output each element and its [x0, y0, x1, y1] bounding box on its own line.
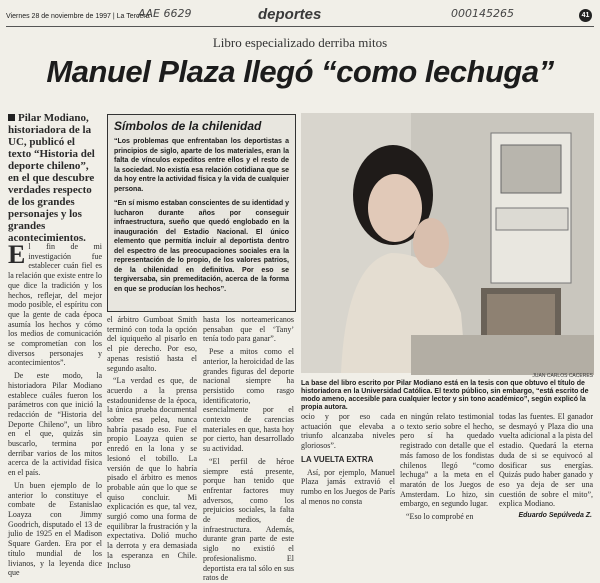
page-number: 41 — [579, 9, 592, 22]
bullet-square-icon — [8, 114, 15, 121]
paragraph: el árbitro Gumboat Smith terminó con toda la opción del iquiqueño al pisarlo en el pie derecho. Por eso, apenas resistió hasta el segundo asalto. — [107, 315, 197, 373]
column-6 — [499, 412, 593, 509]
paragraph: Pese a mitos como el anterior, la heroicidad de las grandes figuras del deporte nacional siempre ha persistido como rasgo identificatorio, esencialmente por el contexto de carencias materiales en que, hasta hoy por cierto, han desarrollado su actividad. — [203, 347, 294, 454]
paragraph: l fin de mi investigación fue establecer cuán fiel es la relación que existe entre lo que dice la tradición y los hechos, reflejar, del mejor modo posible, el espíritu con que la gente de cada época asumía los hechos y cómo los medios de comunicación se comprometían con los diversos personajes y acontecimientos”. — [8, 242, 102, 368]
box-paragraph: “Los problemas que enfrentaban los deportistas a principios de siglo, aparte de los materiales, eran la falta de vínculos expeditos entre ellos y el resto de la sociedad. No existía esa relación cotidiana que se da hoy entre la actividad física y la vida de cualquier persona. — [114, 138, 289, 193]
headline: Manuel Plaza llegó “como lechuga” — [46, 54, 554, 89]
kicker: Libro especializado derriba mitos — [212, 35, 388, 50]
handwritten-number: 000145265 — [451, 7, 514, 20]
column-4 — [301, 412, 395, 512]
sidebar-box — [107, 114, 296, 312]
photo-caption: La base del libro escrito por Pilar Modiano está en la tesis con que obtuvo el título de historiadora en la Universidad Católica. El texto público, sin embargo, “está escrito de modo ameno, accesible para cualquier lector y sin tono académico”, según explicó la propia autora. — [301, 380, 589, 411]
box-title: Símbolos de la chilenidad — [114, 119, 262, 133]
author-photo — [301, 113, 594, 373]
subheading: LA VUELTA EXTRA — [301, 454, 374, 464]
paragraph: De este modo, la historiadora Pilar Modiano establece cuáles fueron los parámetros con que inició la redacción de “Historia del Deporte Chileno”, un libro en el que, quizás sin buscarlo, termina por derribar varios de los mitos acerca de la actividad física en el país. — [8, 371, 102, 478]
paragraph: Un buen ejemplo de lo anterior lo constituye el combate de Estanislao Loayza con Jimmy Goodrich, disputado el 13 de julio de 1925 en el Madison Square Garden. Era por el título mundial de los livianos, y la leyenda dice que — [8, 480, 102, 578]
header-rule — [6, 26, 594, 27]
paragraph: “Eso lo comprobé en — [406, 512, 474, 522]
column-2 — [107, 315, 197, 570]
paragraph: hasta los norteamericanos pensaban que el ‘Tany’ tenía todo para ganar”. — [203, 315, 294, 344]
page-header — [6, 6, 594, 26]
paragraph: “El perfil de héroe siempre está presente, porque han tenido que enfrentar factores muy adversos, como los prejuicios sociales, la falta de medios, de infraestructura. Además, durante gran parte de este siglo no existió el profesionalismo. El deportista era tal sólo en sus ratos de — [203, 456, 294, 583]
column-3 — [203, 315, 294, 583]
paragraph: “La verdad es que, de acuerdo a la prensa estadounidense de la época, la única prueba documental sobre esa pelea, nunca habría pasado eso. Fue el propio Loayza quien se enredó en la lona y se lesionó el tobillo. La versión de que lo habría pisado el árbitro es menos probable aún que lo que se quiso concluir. Mi explicación es que, tal vez, surgió como una forma de equilibrar la frustración y la expectativa. Dolió mucho la derrota y era demasiada la esperanza en Chile. Incluso — [107, 376, 197, 570]
column-5 — [400, 412, 494, 522]
paragraph: ocio y por eso cada actuación que elevaba a triunfo alcanzaba niveles gloriosos”. — [301, 412, 395, 451]
photo-illustration — [301, 113, 594, 373]
header-date: Viernes 28 de noviembre de 1997 | La Tercera — [6, 13, 150, 20]
drop-cap: E — [8, 240, 26, 269]
author-signature: Eduardo Sepúlveda Z. — [518, 512, 592, 519]
paragraph: en ningún relato testimonial o texto serio sobre el hecho, pero sí ha quedado registrado con detalle que el más famoso de los fondistas chilenos llegó “como lechuga” a la meta en el maratón de los Juegos de Amsterdam. Lo hizo, sin embargo, en segundo lugar. — [400, 412, 494, 509]
paragraph: Así, por ejemplo, Manuel Plaza jamás extravió el rumbo en los Juegos de París al menos no consta — [301, 467, 395, 506]
section-title: deportes — [258, 6, 322, 23]
paragraph: todas las fuentes. El ganador se desmayó y Plaza dio una vuelta adicional a la pista del estadio. Quedará la eterna duda de si se equivocó al dosificar sus energías. Quizás pudo haber ganado y eso ya deja de ser una cuestión de sobre el mito”, explica Modiano. — [499, 412, 593, 509]
box-paragraph: “En sí mismo estaban conscientes de su identidad y lucharon durante años por conseguir infraestructura, sueño que quedó englobado en la inauguración del Estadio Nacional. El único elemento que permitía incluir al deportista dentro del espectro de las preocupaciones sociales era la representación de lo propio, de los valores patrios, de la chilenidad en definitiva. Por eso se tergiversaba, sin premeditación, acerca de la forma en que se producían los hechos”. — [114, 200, 289, 293]
column-1 — [8, 240, 102, 578]
handwritten-code: AAE 6629 — [138, 7, 192, 20]
lead-text: Pilar Modiano, historiadora de la UC, publicó el texto “Historia del deporte chileno”, en el que descubre verdades respecto de los grandes personajes y los grandes acontecimientos. — [8, 112, 95, 244]
lead-paragraph — [8, 112, 100, 244]
photo-credit: JUAN CARLOS CACERES — [532, 373, 593, 379]
